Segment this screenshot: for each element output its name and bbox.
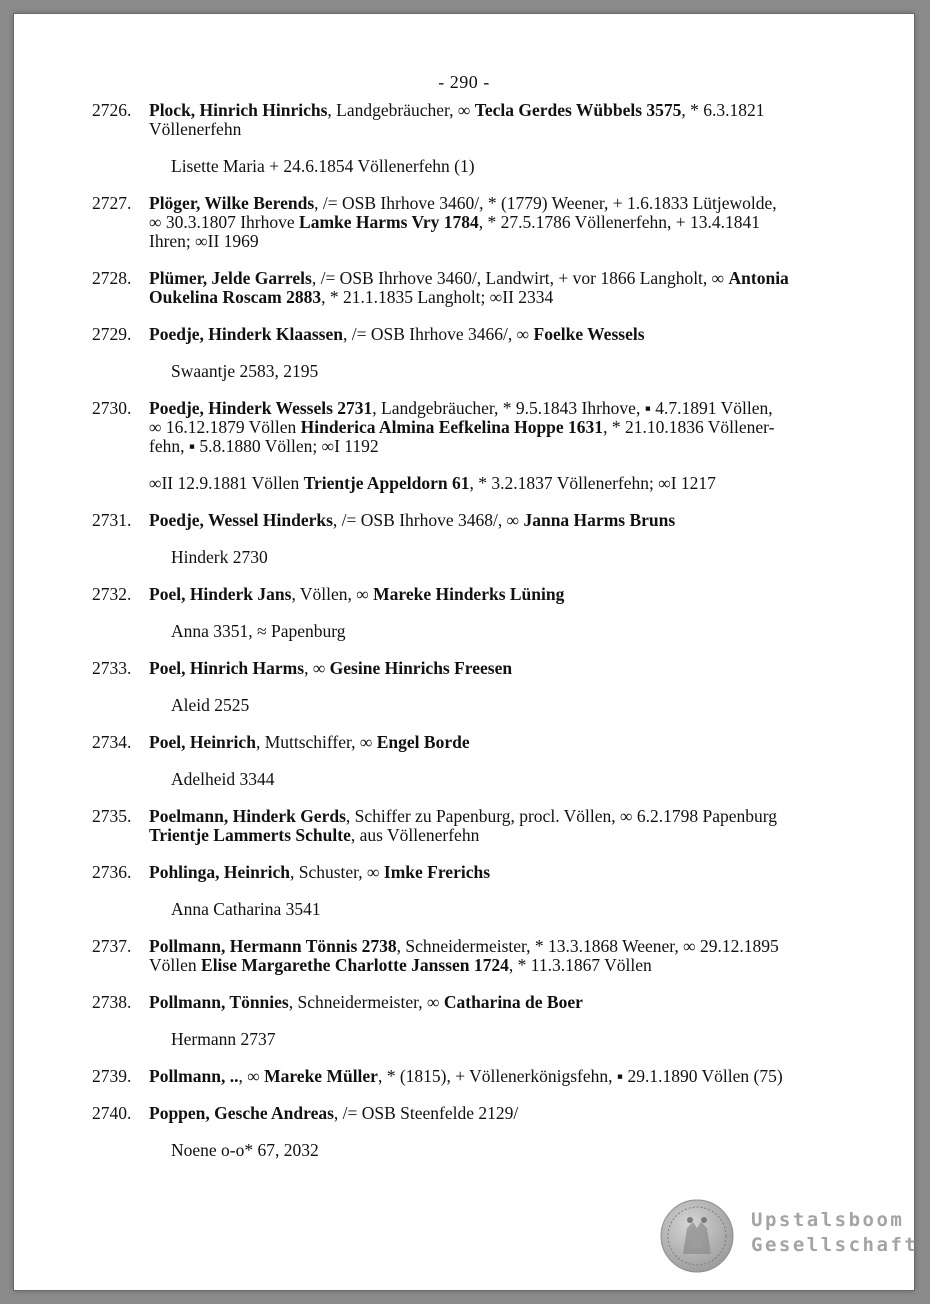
genealogy-entry xyxy=(14,659,914,715)
entry-text: , /= OSB Ihrhove 3468/, ∞ xyxy=(332,510,524,530)
genealogy-entry xyxy=(14,399,914,493)
entry-body xyxy=(149,325,874,344)
entry-text: Völlenerfehn xyxy=(149,119,242,139)
entry-name-bold: Poel, Hinrich Harms xyxy=(149,658,305,678)
entry-line xyxy=(149,194,874,213)
entry-name-bold: Pollmann, .. xyxy=(149,1066,239,1086)
entry-text: , /= OSB Steenfelde 2129/ xyxy=(333,1103,519,1123)
entry-body xyxy=(149,399,874,456)
logo-text xyxy=(751,1208,918,1258)
entry-name-bold: Foelke Wessels xyxy=(533,324,645,344)
page-number: - 290 - xyxy=(438,72,490,92)
entry-name-bold: Catharina de Boer xyxy=(443,992,583,1012)
entry-number: 2732. xyxy=(92,584,132,604)
entry-line xyxy=(149,269,874,288)
genealogy-entry xyxy=(14,863,914,919)
entry-text: , ∞ xyxy=(304,658,330,678)
entry-body xyxy=(149,1104,874,1123)
second-marriage-line xyxy=(149,474,914,493)
entry-name-bold: Janna Harms Bruns xyxy=(523,510,676,530)
entry-name-bold: Engel Borde xyxy=(376,732,470,752)
entry-name-bold: Mareke Müller xyxy=(264,1066,378,1086)
entry-name-bold: Tecla Gerdes Wübbels 3575 xyxy=(474,100,682,120)
entry-text: , * 3.2.1837 Völlenerfehn; ∞I 1217 xyxy=(469,473,716,493)
entry-name-bold: Poedje, Hinderk Klaassen xyxy=(149,324,343,344)
entry-line xyxy=(149,585,874,604)
entry-name-bold: Hinderica Almina Eefkelina Hoppe 1631 xyxy=(300,417,604,437)
entry-number: 2733. xyxy=(92,658,132,678)
entry-text: , * 11.3.1867 Völlen xyxy=(508,955,652,975)
child-line: Noene o-o* 67, 2032 xyxy=(171,1140,319,1160)
entry-line xyxy=(149,120,874,139)
entry-number: 2730. xyxy=(92,398,132,418)
entry-text: , Schuster, ∞ xyxy=(289,862,384,882)
entry-line xyxy=(149,863,874,882)
entry-text: , Landgebräucher, ∞ xyxy=(327,100,475,120)
genealogy-entry xyxy=(14,511,914,567)
entry-name-bold: Pohlinga, Heinrich xyxy=(149,862,290,882)
entry-list xyxy=(14,101,914,1178)
entry-body xyxy=(149,659,874,678)
child-line: Hermann 2737 xyxy=(171,1029,276,1049)
genealogy-entry xyxy=(14,937,914,975)
entry-body xyxy=(149,585,874,604)
entry-name-bold: Plümer, Jelde Garrels xyxy=(149,268,312,288)
entry-text: , * (1815), + Völlenerkönigsfehn, ▪ 29.1.1890 Völlen (75) xyxy=(377,1066,783,1086)
entry-line xyxy=(149,826,874,845)
entry-text: , * 6.3.1821 xyxy=(681,100,765,120)
logo-line-2: Gesellschaft xyxy=(751,1234,919,1256)
logo-line-1: Upstalsboom xyxy=(751,1209,905,1231)
entry-name-bold: Trientje Lammerts Schulte xyxy=(149,825,351,845)
entry-line xyxy=(149,1067,874,1086)
entry-number: 2726. xyxy=(92,100,132,120)
entry-text: , Schiffer zu Papenburg, procl. Völlen, ∞ 6.2.1798 Papenburg xyxy=(345,806,778,826)
entry-text: Völlen xyxy=(149,955,202,975)
entry-text: ∞ 30.3.1807 Ihrhove xyxy=(149,212,300,232)
entry-text: , /= OSB Ihrhove 3460/, Landwirt, + vor 1866 Langholt, ∞ xyxy=(311,268,729,288)
entry-body xyxy=(149,194,874,251)
entry-number: 2737. xyxy=(92,936,132,956)
entry-name-bold: Mareke Hinderks Lüning xyxy=(373,584,565,604)
child-line: Lisette Maria + 24.6.1854 Völlenerfehn (1) xyxy=(171,156,475,176)
entry-body xyxy=(149,101,874,139)
child-line: Hinderk 2730 xyxy=(171,547,268,567)
entry-line xyxy=(149,325,874,344)
child-line: Anna 3351, ≈ Papenburg xyxy=(171,621,346,641)
entry-name-bold: Pollmann, Tönnies xyxy=(149,992,289,1012)
entry-name-bold: Poedje, Wessel Hinderks xyxy=(149,510,333,530)
entry-number: 2727. xyxy=(92,193,132,213)
entry-number: 2736. xyxy=(92,862,132,882)
entry-text: , * 21.10.1836 Völlener- xyxy=(603,417,775,437)
entry-text: , Landgebräucher, * 9.5.1843 Ihrhove, ▪ 4.7.1891 Völlen, xyxy=(372,398,773,418)
entry-line xyxy=(149,733,874,752)
entry-name-bold: Pollmann, Hermann Tönnis 2738 xyxy=(149,936,397,956)
entry-text: , aus Völlenerfehn xyxy=(350,825,480,845)
entry-line xyxy=(149,807,874,826)
entry-name-bold: Poel, Heinrich xyxy=(149,732,256,752)
genealogy-entry xyxy=(14,1067,914,1086)
society-logo xyxy=(659,1198,919,1274)
entry-text: fehn, ▪ 5.8.1880 Völlen; ∞I 1192 xyxy=(149,436,379,456)
entry-body xyxy=(149,269,874,307)
entry-number: 2731. xyxy=(92,510,132,530)
entry-text: , Schneidermeister, * 13.3.1868 Weener, ∞ 29.12.1895 xyxy=(396,936,779,956)
entry-name-bold: Trientje Appeldorn 61 xyxy=(303,473,470,493)
entry-number: 2734. xyxy=(92,732,132,752)
entry-name-bold: Elise Margarethe Charlotte Janssen 1724 xyxy=(201,955,509,975)
entry-name-bold: Plöger, Wilke Berends xyxy=(149,193,315,213)
child-line: Adelheid 3344 xyxy=(171,769,275,789)
genealogy-entry xyxy=(14,1104,914,1160)
entry-text: ∞II 12.9.1881 Völlen xyxy=(149,473,304,493)
genealogy-entry xyxy=(14,194,914,251)
genealogy-entry xyxy=(14,269,914,307)
entry-text: , * 21.1.1835 Langholt; ∞II 2334 xyxy=(321,287,554,307)
entry-text: Ihren; ∞II 1969 xyxy=(149,231,259,251)
entry-line xyxy=(149,288,874,307)
entry-body xyxy=(149,1067,874,1086)
entry-line xyxy=(149,418,874,437)
genealogy-entry xyxy=(14,325,914,381)
entry-body xyxy=(149,993,874,1012)
entry-number: 2738. xyxy=(92,992,132,1012)
entry-name-bold: Imke Frerichs xyxy=(383,862,491,882)
seal-icon xyxy=(659,1198,735,1274)
entry-line xyxy=(149,213,874,232)
genealogy-entry xyxy=(14,733,914,789)
entry-number: 2739. xyxy=(92,1066,132,1086)
entry-body xyxy=(149,937,874,975)
entry-body xyxy=(149,511,874,530)
entry-body xyxy=(149,807,874,845)
entry-text: , Völlen, ∞ xyxy=(291,584,374,604)
entry-line xyxy=(149,437,874,456)
entry-line xyxy=(149,937,874,956)
entry-name-bold: Antonia xyxy=(728,268,789,288)
entry-number: 2729. xyxy=(92,324,132,344)
entry-name-bold: Poel, Hinderk Jans xyxy=(149,584,292,604)
entry-line xyxy=(149,659,874,678)
entry-line xyxy=(149,101,874,120)
genealogy-entry xyxy=(14,807,914,845)
genealogy-entry xyxy=(14,585,914,641)
entry-text: , ∞ xyxy=(238,1066,265,1086)
entry-number: 2735. xyxy=(92,806,132,826)
entry-text: , Muttschiffer, ∞ xyxy=(255,732,377,752)
document-page xyxy=(14,14,919,1290)
entry-line xyxy=(149,232,874,251)
entry-line xyxy=(149,399,874,418)
entry-text: , Schneidermeister, ∞ xyxy=(288,992,444,1012)
child-line: Aleid 2525 xyxy=(171,695,250,715)
entry-text: , * 27.5.1786 Völlenerfehn, + 13.4.1841 xyxy=(478,212,760,232)
entry-text: , /= OSB Ihrhove 3460/, * (1779) Weener, + 1.6.1833 Lütjewolde, xyxy=(314,193,777,213)
entry-name-bold: Poppen, Gesche Andreas xyxy=(149,1103,334,1123)
genealogy-entry xyxy=(14,101,914,176)
entry-name-bold: Poedje, Hinderk Wessels 2731 xyxy=(149,398,373,418)
entry-text: , /= OSB Ihrhove 3466/, ∞ xyxy=(342,324,534,344)
entry-line xyxy=(149,511,874,530)
entry-body xyxy=(149,733,874,752)
entry-name-bold: Lamke Harms Vry 1784 xyxy=(299,212,479,232)
entry-text: ∞ 16.12.1879 Völlen xyxy=(149,417,301,437)
entry-name-bold: Plock, Hinrich Hinrichs xyxy=(149,100,328,120)
entry-number: 2740. xyxy=(92,1103,132,1123)
entry-line xyxy=(149,993,874,1012)
child-line: Anna Catharina 3541 xyxy=(171,899,321,919)
entry-name-bold: Oukelina Roscam 2883 xyxy=(149,287,322,307)
entry-name-bold: Poelmann, Hinderk Gerds xyxy=(149,806,346,826)
entry-body xyxy=(149,863,874,882)
entry-number: 2728. xyxy=(92,268,132,288)
child-line: Swaantje 2583, 2195 xyxy=(171,361,319,381)
entry-name-bold: Gesine Hinrichs Freesen xyxy=(329,658,513,678)
entry-line xyxy=(149,956,874,975)
entry-line xyxy=(149,1104,874,1123)
genealogy-entry xyxy=(14,993,914,1049)
